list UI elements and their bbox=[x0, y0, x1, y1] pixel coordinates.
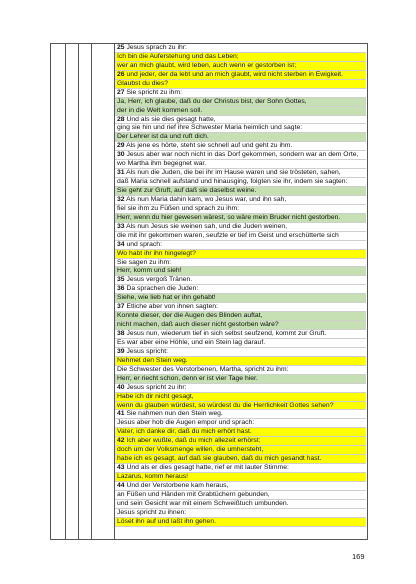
text-line bbox=[115, 89, 366, 98]
verse-text: die mit ihr gekommen waren, seufzte er tief im Geist und erschütterte sich bbox=[117, 231, 339, 239]
text-line bbox=[115, 509, 366, 518]
verse-text: Und der Verstorbene kam heraus, bbox=[124, 481, 229, 489]
text-line bbox=[115, 214, 366, 223]
verse-number: 29 bbox=[117, 142, 125, 150]
verse-number: 38 bbox=[117, 330, 125, 337]
text-line bbox=[115, 455, 366, 464]
column-divider bbox=[65, 44, 66, 539]
text-line bbox=[115, 464, 366, 473]
text-line bbox=[115, 312, 366, 321]
text-line bbox=[115, 339, 366, 348]
verse-text: Jesus aber hob die Augen empor und sprach: bbox=[117, 419, 255, 427]
verse-text: Herr, er riecht schon, denn er ist vier Tage hier. bbox=[117, 374, 258, 382]
text-line bbox=[115, 375, 366, 384]
text-line bbox=[115, 116, 366, 125]
text-line bbox=[115, 384, 366, 393]
verse-text: wo Martha ihm begegnet war. bbox=[117, 160, 207, 168]
page-number: 169 bbox=[352, 552, 365, 561]
verse-text: Herr, wenn du hier gewesen wärest, so wäre mein Bruder nicht gestorben. bbox=[117, 213, 341, 221]
text-line bbox=[115, 267, 366, 276]
text-line bbox=[115, 250, 366, 259]
text-line bbox=[115, 428, 366, 437]
verse-text: ging sie hin und rief ihre Schwester Maria heimlich und sagte: bbox=[117, 124, 303, 132]
text-line bbox=[115, 285, 366, 294]
verse-text: an Füßen und Händen mit Grabtüchern gebunden, bbox=[117, 490, 270, 498]
text-line bbox=[115, 107, 366, 116]
text-line bbox=[115, 276, 366, 285]
text-line bbox=[115, 410, 366, 419]
verse-text: Als jene es hörte, steht sie schnell auf und geht zu ihm. bbox=[124, 142, 293, 150]
verse-text: Jesus sprach zu ihr: bbox=[124, 44, 187, 51]
verse-text: Als nun Jesus sie weinen sah, und die Juden weinen, bbox=[124, 222, 288, 230]
verse-text: Es war aber eine Höhle, und ein Stein lag darauf. bbox=[117, 338, 266, 346]
text-line bbox=[115, 473, 366, 482]
text-line bbox=[115, 402, 366, 411]
verse-text: Siehe, wie lieb hat er ihn gehabt! bbox=[117, 294, 216, 302]
text-line bbox=[115, 482, 366, 491]
verse-number: 31 bbox=[117, 169, 125, 177]
text-line bbox=[115, 205, 366, 214]
text-line bbox=[115, 446, 366, 455]
verse-number: 39 bbox=[117, 347, 125, 355]
verse-text: Lazarus, komm heraus! bbox=[117, 473, 189, 480]
text-line bbox=[115, 232, 366, 241]
verse-text: Jesus vergoß Tränen. bbox=[124, 276, 193, 284]
verse-number: 25 bbox=[117, 44, 125, 51]
verse-text: und jeder, der da lebt und an mich glaubt, wird nicht sterben in Ewigkeit. bbox=[124, 70, 343, 78]
verse-text: Sie spricht zu ihm: bbox=[124, 88, 182, 96]
verse-number: 34 bbox=[117, 240, 125, 248]
text-line bbox=[115, 98, 366, 107]
verse-number: 35 bbox=[117, 276, 125, 284]
text-line bbox=[115, 303, 366, 312]
verse-text: wer an mich glaubt, wird leben, auch wenn er gestorben ist; bbox=[117, 61, 297, 69]
verse-number: 26 bbox=[117, 70, 125, 78]
verse-text: Als nun die Juden, die bei ihr im Hause waren und sie trösteten, sahen, bbox=[124, 169, 341, 177]
verse-number: 43 bbox=[117, 464, 125, 472]
verse-text: Ja, Herr, ich glaube, daß du der Christus bist, der Sohn Gottes, bbox=[117, 97, 307, 105]
text-line bbox=[115, 518, 366, 527]
verse-text: daß Maria schnell aufstand und hinausging, folgten sie ihr, indem sie sagten: bbox=[117, 178, 348, 186]
text-line bbox=[115, 419, 366, 428]
verse-text: Jesus spricht zu ihr: bbox=[124, 383, 187, 391]
verse-text: Der Lehrer ist da und ruft dich. bbox=[117, 133, 209, 141]
verse-number: 28 bbox=[117, 115, 125, 123]
verse-text-column bbox=[115, 44, 366, 539]
verse-text: Und als er dies gesagt hatte, rief er mit lauter Stimme: bbox=[124, 464, 289, 472]
verse-text: Herr, komm und sieh! bbox=[117, 267, 182, 275]
verse-text: Ich aber wußte, daß du mich allezeit erhörst; bbox=[124, 437, 261, 445]
verse-text: Wo habt ihr ihn hingelegt? bbox=[117, 249, 196, 257]
text-line bbox=[115, 160, 366, 169]
verse-text: und sein Gesicht war mit einem Schweißtuch umbunden. bbox=[117, 499, 289, 507]
verse-text: der in die Welt kommen soll. bbox=[117, 106, 203, 114]
verse-text: Löset ihn auf und laßt ihn gehen. bbox=[117, 517, 217, 525]
text-line bbox=[115, 241, 366, 250]
text-line bbox=[115, 393, 366, 402]
text-line bbox=[115, 357, 366, 366]
verse-number: 33 bbox=[117, 222, 125, 230]
verse-text: Jesus spricht zu ihnen: bbox=[117, 508, 187, 516]
text-line bbox=[115, 178, 366, 187]
verse-number: 36 bbox=[117, 285, 125, 293]
text-line bbox=[115, 348, 366, 357]
text-line bbox=[115, 491, 366, 500]
verse-text: Ich bin die Auferstehung und das Leben; bbox=[117, 52, 239, 60]
text-line bbox=[115, 330, 366, 339]
verse-number: 30 bbox=[117, 151, 125, 159]
verse-number: 37 bbox=[117, 303, 125, 311]
verse-text: doch um der Volksmenge willen, die umhersteht, bbox=[117, 446, 264, 454]
verse-text: Etliche aber von ihnen sagten: bbox=[124, 303, 218, 311]
verse-number: 32 bbox=[117, 195, 125, 203]
verse-text: Sie geht zur Gruft, auf daß sie daselbst weine. bbox=[117, 187, 257, 194]
verse-table bbox=[50, 43, 368, 540]
verse-text: Da sprachen die Juden: bbox=[124, 285, 199, 293]
verse-text: Jesus nun, wiederum tief in sich selbst seufzend, kommt zur Gruft. bbox=[124, 330, 327, 337]
text-line bbox=[115, 259, 366, 268]
text-line bbox=[115, 133, 366, 142]
text-line bbox=[115, 366, 366, 375]
verse-text: Sie sagen zu ihm: bbox=[117, 258, 172, 266]
text-line bbox=[115, 44, 366, 53]
verse-text: nicht machen, daß auch dieser nicht gestorben wäre? bbox=[117, 321, 279, 329]
verse-text: Vater, ich danke dir, daß du mich erhört hast. bbox=[117, 428, 252, 436]
text-line bbox=[115, 196, 366, 205]
verse-text: Die Schwester des Verstorbenen, Martha, spricht zu ihm: bbox=[117, 365, 289, 373]
verse-number: 41 bbox=[117, 410, 125, 418]
verse-text: fiel sie ihm zu Füßen und sprach zu ihm: bbox=[117, 204, 240, 212]
text-line bbox=[115, 169, 366, 178]
verse-text: Jesus spricht: bbox=[124, 347, 169, 355]
text-line bbox=[115, 124, 366, 133]
verse-text: wenn du glauben würdest, so würdest du die Herrlichkeit Gottes sehen? bbox=[117, 401, 334, 409]
verse-text: Nehmet den Stein weg. bbox=[117, 356, 188, 364]
verse-text: Und als sie dies gesagt hatte, bbox=[124, 115, 216, 123]
verse-text: habe ich es gesagt, auf daß sie glauben, daß du mich gesandt hast. bbox=[117, 455, 322, 463]
text-line bbox=[115, 80, 366, 89]
verse-text: Habe ich dir nicht gesagt, bbox=[117, 392, 194, 400]
verse-text: Als nun Maria dahin kam, wo Jesus war, und ihn sah, bbox=[124, 195, 287, 203]
text-line bbox=[115, 151, 366, 160]
verse-number: 40 bbox=[117, 383, 125, 391]
text-line bbox=[115, 53, 366, 62]
column-divider bbox=[91, 44, 92, 539]
verse-text: Glaubst du dies? bbox=[117, 79, 169, 87]
text-line bbox=[115, 321, 366, 330]
verse-text: Konnte dieser, der die Augen des Blinden auftat, bbox=[117, 312, 263, 320]
column-divider bbox=[78, 44, 79, 539]
verse-text: und sprach: bbox=[124, 240, 162, 248]
text-line bbox=[115, 223, 366, 232]
text-line bbox=[115, 294, 366, 303]
text-line bbox=[115, 437, 366, 446]
verse-number: 44 bbox=[117, 481, 125, 489]
text-line bbox=[115, 187, 366, 196]
verse-number: 42 bbox=[117, 437, 125, 445]
text-line bbox=[115, 71, 366, 80]
verse-text: Sie nahmen nun den Stein weg. bbox=[124, 410, 223, 418]
verse-number: 27 bbox=[117, 88, 125, 96]
text-line bbox=[115, 142, 366, 151]
verse-text: Jesus aber war noch nicht in das Dorf gekommen, sondern war an dem Orte, bbox=[124, 151, 359, 159]
text-line bbox=[115, 500, 366, 509]
text-line bbox=[115, 62, 366, 71]
